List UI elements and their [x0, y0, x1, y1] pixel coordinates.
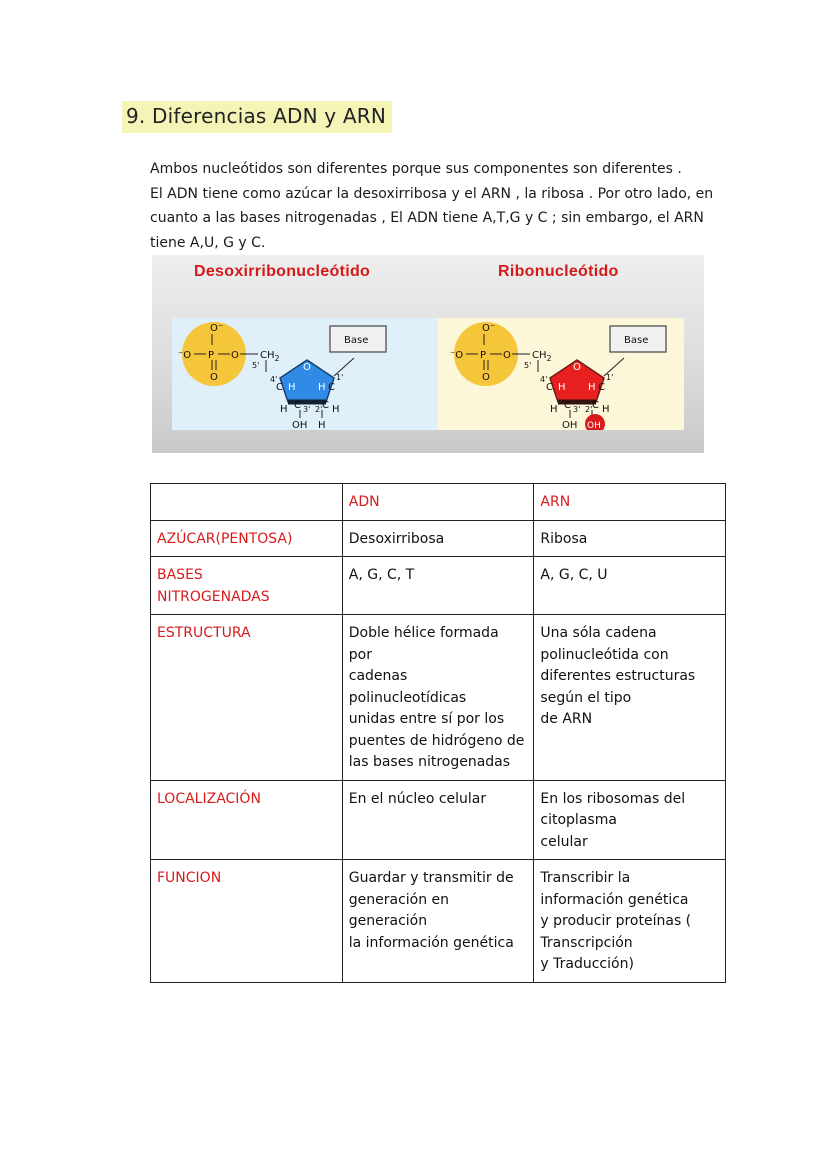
adn-cell [342, 860, 534, 983]
cell-line: polinucleótida con [540, 646, 669, 663]
cell-line: puentes de hidrógeno de [348, 732, 525, 749]
cell-line: Guardar y transmitir de [348, 870, 514, 886]
carbon-4: C [546, 382, 553, 393]
cell-line: Ribosa [540, 530, 588, 547]
cell-line: En los ribosomas del [540, 790, 686, 807]
table-row [151, 860, 726, 983]
row-label-cell [151, 780, 343, 860]
carbon-4-label: 4' [270, 375, 278, 384]
phosphate-o-left: ⁻O [450, 350, 464, 361]
cell-line: Doble hélice formada [348, 625, 499, 641]
cell-line: Transcribir la [540, 870, 631, 886]
cell-line: la información genética [348, 934, 514, 951]
phosphorus: P [480, 350, 487, 361]
hydrogen-4: H [288, 382, 296, 393]
ch2-label: $CH_2$ [260, 350, 280, 363]
carbon-3-label: 3' [303, 405, 311, 414]
base-label: Base [344, 335, 369, 346]
hydrogen-1: H [318, 382, 326, 393]
carbon-1-label: 1' [336, 373, 344, 382]
table-row [151, 780, 726, 860]
cell-line: BASES [157, 567, 203, 583]
cell-line: por [348, 646, 372, 663]
adn-cell [342, 520, 534, 557]
hydrogen-1: H [588, 382, 596, 393]
cell-line: citoplasma [540, 812, 617, 828]
row-label-cell [151, 860, 343, 983]
row-label-cell [151, 557, 343, 615]
row-label-cell [151, 615, 343, 781]
cell-line: ESTRUCTURA [157, 625, 251, 641]
table-row [151, 557, 726, 615]
carbon-2: C [322, 400, 329, 411]
hydrogen-2: H [332, 404, 340, 415]
table-row [151, 615, 726, 781]
arn-cell [534, 860, 726, 983]
base-label: Base [624, 335, 649, 346]
carbon-2-label: 2' [315, 405, 323, 414]
hydrogen-3: H [550, 404, 558, 415]
carbon-5-label: 5' [524, 361, 532, 370]
hydrogen-4: H [558, 382, 566, 393]
arn-cell [534, 615, 726, 781]
cell-line: generación en [348, 891, 450, 908]
intro-paragraph [150, 157, 730, 255]
phosphate-o-right: O [503, 350, 511, 361]
cell-line: AZÚCAR(PENTOSA) [157, 530, 293, 547]
dna-rna-comparison-table [150, 483, 726, 983]
intro-line: Ambos nucleótidos son diferentes porque sus componentes son diferentes . [150, 161, 682, 177]
cell-line: Una sóla cadena [540, 625, 657, 641]
cell-line: LOCALIZACIÓN [157, 790, 261, 807]
cell-line: cadenas [348, 668, 408, 684]
intro-line: tiene A,U, G y C. [150, 234, 266, 251]
hydrogen-2-bottom: H [318, 420, 326, 430]
cell-line: de ARN [540, 711, 593, 727]
carbon-3-label: 3' [573, 405, 581, 414]
ribonucleotide-title: Ribonucleótido [498, 263, 619, 280]
arn-cell [534, 557, 726, 615]
cell-line: En el núcleo celular [348, 790, 487, 807]
adn-cell [342, 615, 534, 781]
phosphorus: P [208, 350, 215, 361]
hydrogen-2: H [602, 404, 610, 415]
header-cell-arn: ARN [534, 484, 726, 521]
header-cell-adn: ADN [342, 484, 534, 521]
cell-line: y Traducción) [540, 956, 634, 972]
intro-line: cuanto a las bases nitrogenadas , El ADN tiene A,T,G y C ; sin embargo, el ARN [150, 210, 704, 226]
deoxyribonucleotide-diagram [172, 318, 438, 430]
phosphate-o-top: O⁻ [482, 323, 496, 334]
carbon-2-label: 2' [585, 405, 593, 414]
deoxyribonucleotide-title: Desoxirribonucleótido [194, 263, 371, 280]
phosphate-o-bottom: O [482, 372, 490, 383]
carbon-4: C [276, 382, 283, 393]
cell-line: celular [540, 833, 588, 850]
arn-cell [534, 780, 726, 860]
cell-line: las bases nitrogenadas [348, 754, 511, 770]
table-row [151, 520, 726, 557]
hydroxyl-3: OH [292, 420, 308, 430]
carbon-1-label: 1' [606, 373, 614, 382]
cell-line: A, G, C, T [348, 567, 415, 583]
table-header-row [151, 484, 726, 521]
hydroxyl-3: OH [562, 420, 578, 430]
ring-oxygen: O [573, 362, 581, 373]
cell-line: unidas entre sí por los [348, 711, 505, 727]
phosphate-o-right: O [231, 350, 239, 361]
cell-line: información genética [540, 891, 689, 908]
hydrogen-3: H [280, 404, 288, 415]
row-label-cell [151, 520, 343, 557]
carbon-3: C [294, 400, 301, 411]
cell-line: Desoxirribosa [348, 530, 445, 547]
arn-cell [534, 520, 726, 557]
intro-line: El ADN tiene como azúcar la desoxirribosa y el ARN , la ribosa . Por otro lado, en [150, 185, 714, 202]
carbon-2: C [592, 400, 599, 411]
cell-line: y producir proteínas ( [540, 913, 692, 929]
cell-line: FUNCION [157, 870, 222, 886]
cell-line: NITROGENADAS [157, 588, 270, 605]
header-cell-empty [151, 484, 343, 521]
ch2-label: $CH_2$ [532, 350, 552, 363]
cell-line: generación [348, 913, 428, 929]
adn-cell [342, 780, 534, 860]
phosphate-o-left: ⁻O [178, 350, 192, 361]
ring-oxygen: O [303, 362, 311, 373]
carbon-5-label: 5' [252, 361, 260, 370]
carbon-3: C [564, 400, 571, 411]
ribonucleotide-diagram [438, 318, 684, 430]
carbon-1: C [328, 382, 335, 393]
hydroxyl-2: OH [587, 421, 601, 430]
cell-line: diferentes estructuras [540, 668, 696, 684]
adn-cell [342, 557, 534, 615]
phosphate-o-top: O⁻ [210, 323, 224, 334]
phosphate-o-bottom: O [210, 372, 218, 383]
cell-line: A, G, C, U [540, 567, 608, 583]
nucleotide-figure [152, 255, 704, 453]
cell-line: Transcripción [540, 934, 633, 951]
cell-line: polinucleotídicas [348, 689, 467, 706]
carbon-4-label: 4' [540, 375, 548, 384]
cell-line: según el tipo [540, 689, 632, 706]
carbon-1: C [598, 382, 605, 393]
section-heading: 9. Diferencias ADN y ARN [122, 101, 392, 133]
